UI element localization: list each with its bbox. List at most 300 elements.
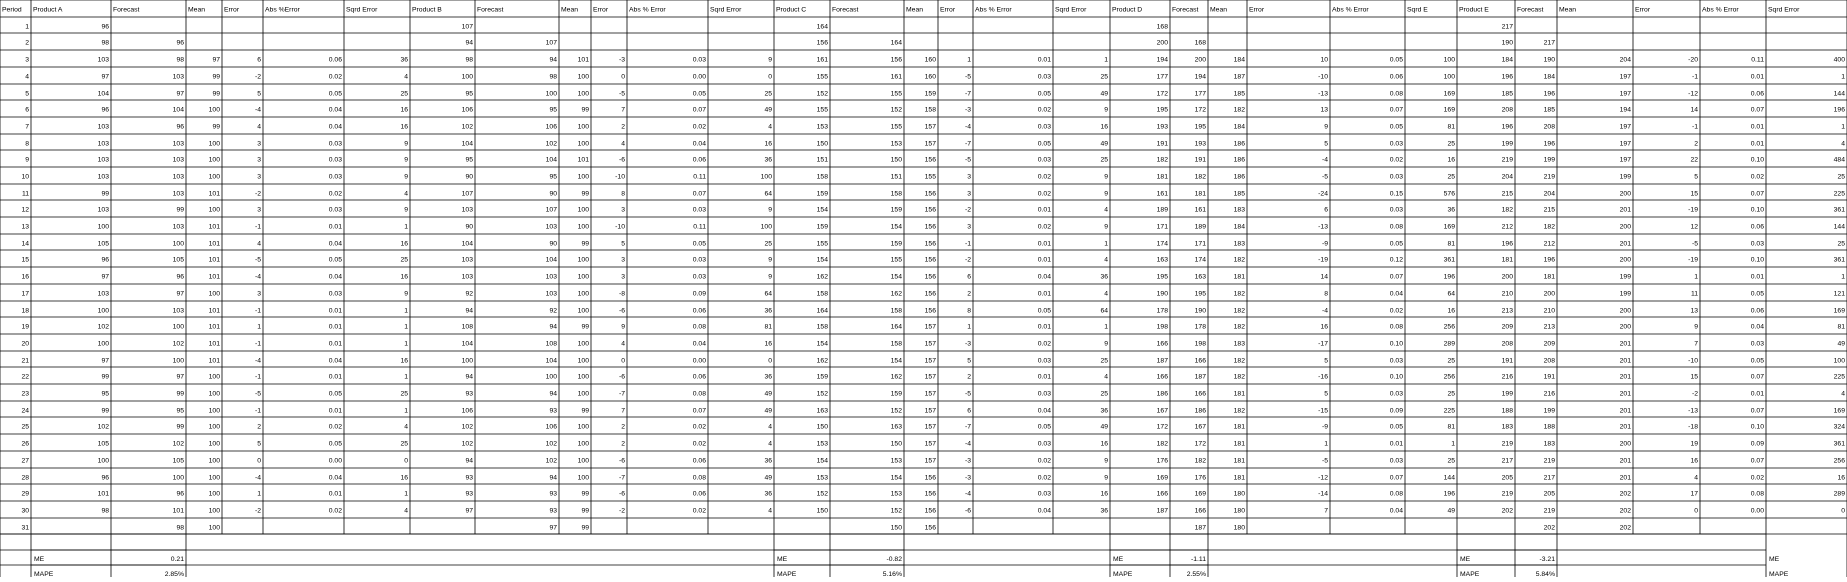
cell-product-d-mean: 180 [1234, 525, 1246, 532]
cell-product-e-sqrd-error: 100 [1834, 358, 1846, 365]
header-cell-product-b: Product B [412, 7, 442, 14]
cell-product-e-product: 216 [1502, 374, 1514, 381]
cell-product-d-abs-pct-error: 0.08 [1390, 224, 1403, 231]
cell-product-a-product: 99 [101, 191, 109, 198]
cell-product-c-mean: 156 [925, 241, 937, 248]
cell-product-d-product: 186 [1157, 391, 1169, 398]
cell-product-e-abs-pct-error: 0.06 [1751, 224, 1764, 231]
cell-product-b-abs-pct-error: 0.03 [693, 57, 706, 64]
cell-product-c-abs-pct-error: 0.05 [1038, 308, 1051, 315]
cell-product-b-forecast: 97 [549, 525, 557, 532]
cell-product-b-sqrd-error: 9 [768, 274, 772, 281]
cell-product-e-mean: 201 [1620, 458, 1632, 465]
cell-product-d-product: 163 [1157, 257, 1169, 264]
header-cell-error: Error [224, 7, 240, 14]
cell-product-e-sqrd-error: 81 [1837, 324, 1845, 331]
cell-product-e-product: 217 [1502, 24, 1514, 31]
cell-product-c-error: 5 [967, 358, 971, 365]
cell-product-d-product: 190 [1157, 291, 1169, 298]
cell-product-c-mean: 155 [925, 174, 937, 181]
cell-product-b-error: 3 [621, 207, 625, 214]
period-cell: 2 [25, 40, 29, 47]
cell-product-b-forecast: 106 [546, 424, 558, 431]
cell-product-c-abs-pct-error: 0.04 [1038, 408, 1051, 415]
cell-product-c-sqrd-error: 9 [1104, 341, 1108, 348]
cell-product-a-product: 100 [98, 341, 110, 348]
cell-product-c-forecast: 156 [891, 57, 903, 64]
cell-product-d-error: -16 [1318, 374, 1328, 381]
cell-product-c-mean: 156 [925, 291, 937, 298]
cell-product-a-mean: 100 [209, 291, 221, 298]
cell-product-a-forecast: 99 [176, 207, 184, 214]
cell-product-c-abs-pct-error: 0.01 [1038, 324, 1051, 331]
cell-product-e-mean: 202 [1620, 525, 1632, 532]
cell-product-c-mean: 157 [925, 458, 937, 465]
cell-product-d-error: -4 [1322, 157, 1328, 164]
cell-product-d-forecast: 195 [1195, 291, 1207, 298]
cell-product-b-sqrd-error: 16 [764, 341, 772, 348]
cell-product-a-abs-pct-error: 0.03 [329, 141, 342, 148]
cell-product-e-mean: 201 [1620, 475, 1632, 482]
cell-product-b-error: -6 [619, 491, 625, 498]
cell-product-d-sqrd-error: 225 [1444, 408, 1456, 415]
summary-mape-product-c: 2.55% [1187, 571, 1206, 577]
cell-product-d-sqrd-error: 256 [1444, 324, 1456, 331]
header-cell-abs-pct-error-a: Abs %Error [265, 7, 300, 14]
cell-product-c-product: 150 [817, 141, 829, 148]
cell-product-c-error: -2 [965, 207, 971, 214]
cell-product-a-forecast: 100 [173, 358, 185, 365]
cell-product-a-error: 3 [257, 157, 261, 164]
cell-product-b-forecast: 95 [549, 107, 557, 114]
cell-product-a-product: 103 [98, 174, 110, 181]
cell-product-e-abs-pct-error: 0.01 [1751, 124, 1764, 131]
cell-product-b-mean: 99 [581, 191, 589, 198]
cell-product-a-product: 95 [101, 391, 109, 398]
cell-product-b-error: -2 [619, 508, 625, 515]
cell-product-d-error: -5 [1322, 174, 1328, 181]
cell-product-b-mean: 100 [578, 91, 590, 98]
cell-product-d-forecast: 182 [1195, 458, 1207, 465]
cell-product-a-mean: 100 [209, 174, 221, 181]
cell-product-e-forecast: 208 [1544, 358, 1556, 365]
cell-product-c-sqrd-error: 1 [1104, 241, 1108, 248]
cell-product-d-error: -13 [1318, 91, 1328, 98]
cell-product-a-abs-pct-error: 0.01 [329, 224, 342, 231]
cell-product-c-forecast: 152 [891, 408, 903, 415]
cell-product-c-abs-pct-error: 0.02 [1038, 224, 1051, 231]
cell-product-c-error: -1 [965, 241, 971, 248]
cell-product-c-mean: 158 [925, 107, 937, 114]
cell-product-b-product: 98 [465, 57, 473, 64]
cell-product-c-error: -5 [965, 391, 971, 398]
period-cell: 8 [25, 141, 29, 148]
period-cell: 29 [21, 491, 29, 498]
cell-product-d-abs-pct-error: 0.03 [1390, 458, 1403, 465]
cell-product-b-sqrd-error: 25 [764, 91, 772, 98]
period-cell: 23 [21, 391, 29, 398]
cell-product-e-abs-pct-error: 0.10 [1751, 257, 1764, 264]
period-cell: 1 [25, 24, 29, 31]
cell-product-c-product: 156 [817, 40, 829, 47]
cell-product-c-error: -4 [965, 441, 971, 448]
cell-product-b-product: 102 [462, 124, 474, 131]
cell-product-b-forecast: 94 [549, 475, 557, 482]
cell-product-a-error: 3 [257, 207, 261, 214]
summary-me-product-c: -1.11 [1191, 556, 1206, 563]
summary-label-me: ME [777, 556, 788, 563]
cell-product-c-abs-pct-error: 0.01 [1038, 374, 1051, 381]
cell-product-e-mean: 197 [1620, 124, 1632, 131]
cell-product-e-product: 199 [1502, 141, 1514, 148]
cell-product-b-product: 100 [462, 74, 474, 81]
cell-product-d-forecast: 172 [1195, 441, 1207, 448]
cell-product-b-abs-pct-error: 0.02 [693, 508, 706, 515]
cell-product-c-abs-pct-error: 0.02 [1038, 107, 1051, 114]
cell-product-b-sqrd-error: 36 [764, 491, 772, 498]
cell-product-c-mean: 160 [925, 74, 937, 81]
cell-product-a-mean: 101 [209, 191, 221, 198]
cell-product-a-sqrd-error: 1 [404, 374, 408, 381]
cell-product-b-product: 93 [465, 475, 473, 482]
cell-product-d-product: 167 [1157, 408, 1169, 415]
cell-product-d-product: 166 [1157, 491, 1169, 498]
cell-product-b-forecast: 102 [546, 441, 558, 448]
cell-product-a-forecast: 103 [173, 174, 185, 181]
cell-product-b-error: 4 [621, 141, 625, 148]
cell-product-e-mean: 199 [1620, 174, 1632, 181]
cell-product-e-product: 210 [1502, 291, 1514, 298]
cell-product-c-abs-pct-error: 0.03 [1038, 491, 1051, 498]
header-cell-product-a: Product A [33, 7, 63, 14]
period-cell: 19 [21, 324, 29, 331]
cell-product-a-abs-pct-error: 0.03 [329, 291, 342, 298]
cell-product-b-abs-pct-error: 0.03 [693, 257, 706, 264]
cell-product-b-abs-pct-error: 0.07 [693, 191, 706, 198]
summary-label-mape: MAPE [34, 571, 54, 577]
period-cell: 15 [21, 257, 29, 264]
cell-product-a-product: 100 [98, 458, 110, 465]
cell-product-d-mean: 184 [1234, 224, 1246, 231]
cell-product-b-mean: 100 [578, 141, 590, 148]
cell-product-c-product: 154 [817, 207, 829, 214]
cell-product-d-product: 191 [1157, 141, 1169, 148]
period-cell: 21 [21, 358, 29, 365]
cell-product-b-abs-pct-error: 0.07 [693, 107, 706, 114]
cell-product-e-abs-pct-error: 0.02 [1751, 174, 1764, 181]
cell-product-e-abs-pct-error: 0.01 [1751, 74, 1764, 81]
cell-product-d-error: 9 [1324, 124, 1328, 131]
cell-product-a-mean: 101 [209, 241, 221, 248]
cell-product-d-mean: 181 [1234, 391, 1246, 398]
cell-product-a-product: 99 [101, 408, 109, 415]
cell-product-c-abs-pct-error: 0.01 [1038, 291, 1051, 298]
cell-product-d-mean: 181 [1234, 424, 1246, 431]
cell-product-c-forecast: 154 [891, 358, 903, 365]
period-cell: 25 [21, 424, 29, 431]
cell-product-e-forecast: 215 [1544, 207, 1556, 214]
cell-product-a-abs-pct-error: 0.04 [329, 124, 342, 131]
cell-product-e-mean: 197 [1620, 74, 1632, 81]
cell-product-a-sqrd-error: 36 [400, 57, 408, 64]
cell-product-b-forecast: 98 [549, 74, 557, 81]
summary-label-mape: MAPE [1113, 571, 1133, 577]
cell-product-c-forecast: 154 [891, 475, 903, 482]
cell-product-c-abs-pct-error: 0.01 [1038, 207, 1051, 214]
cell-product-e-error: 4 [1694, 475, 1698, 482]
header-cell-forecast: Forecast [1517, 7, 1544, 14]
cell-product-e-mean: 200 [1620, 324, 1632, 331]
cell-product-e-product: 204 [1502, 174, 1514, 181]
cell-product-a-sqrd-error: 25 [400, 441, 408, 448]
cell-product-b-error: -3 [619, 57, 625, 64]
cell-product-c-sqrd-error: 9 [1104, 475, 1108, 482]
cell-product-b-sqrd-error: 81 [764, 324, 772, 331]
cell-product-b-abs-pct-error: 0.06 [693, 491, 706, 498]
header-cell-product-c: Product C [776, 7, 806, 14]
cell-product-c-product: 154 [817, 341, 829, 348]
cell-product-a-sqrd-error: 1 [404, 308, 408, 315]
cell-product-e-sqrd-error: 484 [1834, 157, 1846, 164]
cell-product-d-sqrd-error: 25 [1447, 174, 1455, 181]
cell-product-a-forecast: 102 [173, 441, 185, 448]
cell-product-a-forecast: 97 [176, 374, 184, 381]
cell-product-b-forecast: 103 [546, 274, 558, 281]
cell-product-e-forecast: 216 [1544, 391, 1556, 398]
cell-product-b-forecast: 103 [546, 224, 558, 231]
cell-product-d-error: -4 [1322, 308, 1328, 315]
cell-product-a-sqrd-error: 16 [400, 124, 408, 131]
cell-product-e-product: 184 [1502, 57, 1514, 64]
cell-product-d-mean: 184 [1234, 57, 1246, 64]
cell-product-c-mean: 157 [925, 391, 937, 398]
cell-product-e-product: 202 [1502, 508, 1514, 515]
cell-product-d-mean: 182 [1234, 374, 1246, 381]
cell-product-e-forecast: 209 [1544, 341, 1556, 348]
cell-product-c-abs-pct-error: 0.02 [1038, 458, 1051, 465]
cell-product-a-forecast: 105 [173, 257, 185, 264]
cell-product-b-forecast: 107 [546, 40, 558, 47]
period-cell: 7 [25, 124, 29, 131]
cell-product-b-error: -10 [615, 174, 625, 181]
cell-product-e-mean: 200 [1620, 257, 1632, 264]
cell-product-d-sqrd-error: 144 [1444, 475, 1456, 482]
header-cell-sqrd-error: Sqrd Error [1055, 7, 1087, 14]
cell-product-a-product: 97 [101, 74, 109, 81]
cell-product-e-forecast: 196 [1544, 257, 1556, 264]
cell-product-b-mean: 100 [578, 124, 590, 131]
cell-product-d-forecast: 198 [1195, 341, 1207, 348]
cell-product-a-mean: 100 [209, 207, 221, 214]
header-cell-forecast: Forecast [832, 7, 859, 14]
cell-product-b-mean: 100 [578, 274, 590, 281]
cell-product-d-forecast: 171 [1195, 241, 1207, 248]
cell-product-e-forecast: 208 [1544, 124, 1556, 131]
cell-product-c-product: 161 [817, 57, 829, 64]
cell-product-c-forecast: 154 [891, 224, 903, 231]
cell-product-b-mean: 100 [578, 224, 590, 231]
cell-product-c-product: 164 [817, 24, 829, 31]
cell-product-e-abs-pct-error: 0.04 [1751, 324, 1764, 331]
cell-product-e-forecast: 182 [1544, 224, 1556, 231]
cell-product-b-forecast: 93 [549, 491, 557, 498]
cell-product-d-abs-pct-error: 0.04 [1390, 508, 1403, 515]
cell-product-a-mean: 100 [209, 458, 221, 465]
cell-product-a-product: 101 [98, 491, 110, 498]
cell-product-b-forecast: 100 [546, 374, 558, 381]
cell-product-a-error: -2 [255, 74, 261, 81]
cell-product-d-abs-pct-error: 0.05 [1390, 424, 1403, 431]
cell-product-d-abs-pct-error: 0.03 [1390, 358, 1403, 365]
cell-product-a-error: -2 [255, 508, 261, 515]
cell-product-d-forecast: 190 [1195, 308, 1207, 315]
header-cell-sqrd-error-d: Sqrd E [1407, 7, 1428, 14]
cell-product-a-mean: 100 [209, 141, 221, 148]
cell-product-e-product: 219 [1502, 157, 1514, 164]
cell-product-d-sqrd-error: 169 [1444, 224, 1456, 231]
period-cell: 11 [22, 191, 29, 198]
cell-product-b-forecast: 102 [546, 141, 558, 148]
cell-product-a-sqrd-error: 16 [400, 358, 408, 365]
cell-product-e-mean: 200 [1620, 308, 1632, 315]
cell-product-b-abs-pct-error: 0.06 [693, 157, 706, 164]
cell-product-b-sqrd-error: 9 [768, 57, 772, 64]
cell-product-b-product: 93 [465, 391, 473, 398]
period-cell: 28 [21, 475, 29, 482]
cell-product-c-mean: 157 [925, 124, 937, 131]
cell-product-b-product: 104 [462, 341, 474, 348]
period-cell: 13 [21, 224, 29, 231]
cell-product-d-product: 176 [1157, 458, 1169, 465]
period-cell: 22 [21, 374, 29, 381]
period-cell: 14 [21, 241, 29, 248]
period-cell: 18 [21, 308, 29, 315]
cell-product-d-sqrd-error: 100 [1444, 74, 1456, 81]
cell-product-d-forecast: 181 [1195, 191, 1207, 198]
cell-product-c-forecast: 152 [891, 508, 903, 515]
header-cell-period: Period [2, 7, 22, 14]
cell-product-b-forecast: 104 [546, 257, 558, 264]
cell-product-e-mean: 201 [1620, 408, 1632, 415]
cell-product-e-mean: 201 [1620, 241, 1632, 248]
cell-product-b-mean: 100 [578, 74, 590, 81]
cell-product-a-mean: 100 [209, 107, 221, 114]
cell-product-b-sqrd-error: 36 [764, 458, 772, 465]
header-cell-mean: Mean [906, 7, 923, 14]
cell-product-e-error: 2 [1694, 141, 1698, 148]
cell-product-b-error: -6 [619, 157, 625, 164]
cell-product-c-error: 1 [967, 324, 971, 331]
cell-product-e-mean: 200 [1620, 441, 1632, 448]
cell-product-b-product: 95 [465, 157, 473, 164]
cell-product-d-product: 168 [1157, 24, 1169, 31]
cell-product-e-forecast: 196 [1544, 91, 1556, 98]
cell-product-c-forecast: 159 [891, 241, 903, 248]
summary-mape-product-d: 5.84% [1536, 571, 1555, 577]
summary-label-mape: MAPE [1769, 571, 1789, 577]
cell-product-c-mean: 159 [925, 91, 937, 98]
summary-me-product-b: -0.82 [887, 556, 903, 563]
cell-product-d-error: 10 [1320, 57, 1328, 64]
cell-product-e-mean: 197 [1620, 91, 1632, 98]
cell-product-c-sqrd-error: 49 [1100, 424, 1108, 431]
header-cell-product-d: Product D [1112, 7, 1142, 14]
cell-product-a-product: 98 [101, 40, 109, 47]
cell-product-d-forecast: 176 [1195, 475, 1207, 482]
cell-product-b-abs-pct-error: 0.03 [693, 274, 706, 281]
cell-product-d-sqrd-error: 81 [1447, 124, 1455, 131]
cell-product-e-abs-pct-error: 0.08 [1751, 491, 1764, 498]
cell-product-a-error: 5 [257, 441, 261, 448]
cell-product-e-forecast: 183 [1544, 441, 1556, 448]
cell-product-a-error: -4 [255, 274, 261, 281]
cell-product-e-abs-pct-error: 0.03 [1751, 241, 1764, 248]
cell-product-b-mean: 99 [581, 508, 589, 515]
cell-product-a-abs-pct-error: 0.01 [329, 341, 342, 348]
cell-product-e-mean: 200 [1620, 224, 1632, 231]
cell-product-e-abs-pct-error: 0.09 [1751, 441, 1764, 448]
cell-product-a-abs-pct-error: 0.01 [329, 491, 342, 498]
cell-product-e-sqrd-error: 169 [1834, 408, 1846, 415]
cell-product-d-abs-pct-error: 0.02 [1390, 157, 1403, 164]
cell-product-d-abs-pct-error: 0.08 [1390, 324, 1403, 331]
cell-product-b-error: 0 [621, 358, 625, 365]
cell-product-e-product: 191 [1502, 358, 1514, 365]
cell-product-c-sqrd-error: 4 [1104, 374, 1108, 381]
cell-product-a-error: 2 [257, 424, 261, 431]
summary-label-mape: MAPE [1460, 571, 1480, 577]
cell-product-c-product: 155 [817, 74, 829, 81]
cell-product-e-forecast: 219 [1544, 174, 1556, 181]
period-cell: 20 [21, 341, 29, 348]
cell-product-d-error: -5 [1322, 458, 1328, 465]
cell-product-a-abs-pct-error: 0.06 [329, 57, 342, 64]
cell-product-d-sqrd-error: 196 [1444, 274, 1456, 281]
cell-product-e-sqrd-error: 121 [1834, 291, 1846, 298]
cell-product-a-mean: 101 [209, 274, 221, 281]
cell-product-c-forecast: 163 [891, 424, 903, 431]
cell-product-a-abs-pct-error: 0.01 [329, 408, 342, 415]
cell-product-b-abs-pct-error: 0.05 [693, 91, 706, 98]
cell-product-c-sqrd-error: 36 [1100, 274, 1108, 281]
cell-product-e-product: 219 [1502, 441, 1514, 448]
cell-product-c-product: 153 [817, 124, 829, 131]
cell-product-b-error: 8 [621, 191, 625, 198]
cell-product-b-product: 102 [462, 424, 474, 431]
cell-product-e-product: 219 [1502, 491, 1514, 498]
cell-product-b-error: -5 [619, 91, 625, 98]
cell-product-e-abs-pct-error: 0.10 [1751, 157, 1764, 164]
cell-product-a-sqrd-error: 1 [404, 408, 408, 415]
cell-product-a-forecast: 103 [173, 141, 185, 148]
cell-product-d-product: 178 [1157, 308, 1169, 315]
cell-product-d-mean: 185 [1234, 91, 1246, 98]
cell-product-e-error: 0 [1694, 508, 1698, 515]
header-cell-error: Error [1635, 7, 1651, 14]
cell-product-b-mean: 100 [578, 475, 590, 482]
cell-product-c-abs-pct-error: 0.03 [1038, 441, 1051, 448]
cell-product-d-forecast: 177 [1195, 91, 1207, 98]
cell-product-a-mean: 100 [209, 391, 221, 398]
cell-product-e-error: -19 [1688, 257, 1698, 264]
cell-product-d-forecast: 187 [1195, 525, 1207, 532]
cell-product-e-abs-pct-error: 0.06 [1751, 308, 1764, 315]
cell-product-e-abs-pct-error: 0.11 [1751, 57, 1764, 64]
cell-product-d-mean: 182 [1234, 107, 1246, 114]
cell-product-b-forecast: 95 [549, 174, 557, 181]
header-cell-forecast: Forecast [1172, 7, 1199, 14]
cell-product-c-forecast: 154 [891, 274, 903, 281]
